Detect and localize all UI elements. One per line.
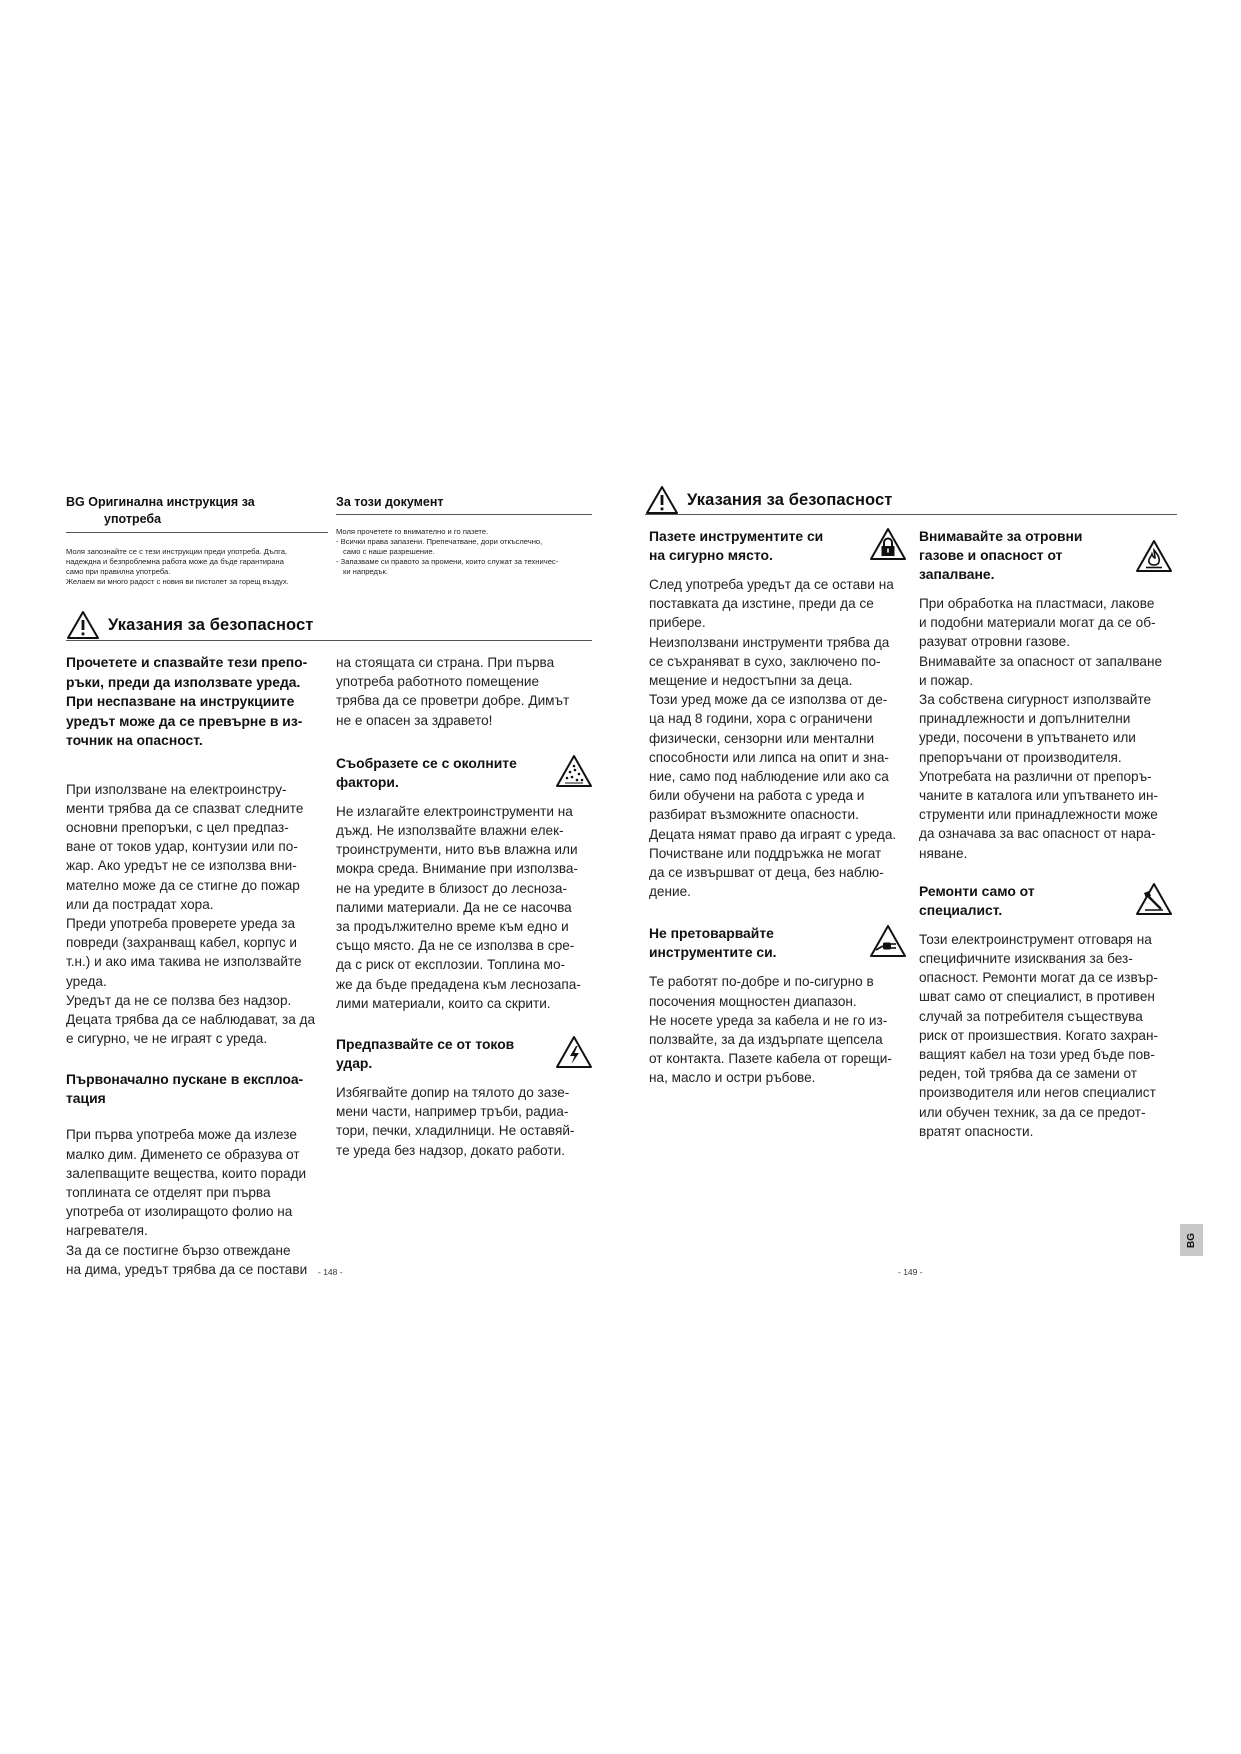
text-line: само при правилна употреба. bbox=[66, 567, 171, 576]
text-line: трябва да се проветри добре. Димът bbox=[336, 693, 570, 709]
left-column-2 bbox=[336, 653, 598, 1160]
first-use-title bbox=[66, 1070, 328, 1108]
text-line: от контакта. Пазете кабела от горещи- bbox=[649, 1051, 892, 1067]
text-line: мени части, например тръби, радиа- bbox=[336, 1104, 569, 1120]
page-number-right: - 149 - bbox=[898, 1267, 923, 1277]
text-line: Употребата на различни от препоръ- bbox=[919, 768, 1152, 784]
text-line: не е опасен за здравето! bbox=[336, 712, 493, 728]
text-line: Децата трябва да се наблюдават, за да bbox=[66, 1011, 316, 1027]
text-line: Съобразете се с околните bbox=[336, 754, 517, 771]
text-line: на стоящата си страна. При първа bbox=[336, 655, 555, 670]
text-line: употреба работното помещение bbox=[336, 674, 540, 690]
text-line: Този електроинструмент отговаря на bbox=[919, 931, 1152, 947]
text-line: тори, печки, хладилници. Не оставяй- bbox=[336, 1123, 575, 1139]
safety-title: Указания за безопасност bbox=[687, 490, 893, 509]
text-line: При неспазване на инструкциите bbox=[66, 693, 295, 709]
text-line: не на уредите в близост до лесноза- bbox=[336, 880, 568, 896]
text-line: да с риск от експлозии. Топлина мо- bbox=[336, 957, 566, 973]
overload-section bbox=[649, 924, 911, 1087]
text-line: производителя или негов специалист bbox=[919, 1085, 1156, 1101]
text-line: били обучени на работа с уреда и bbox=[649, 788, 865, 804]
text-line: Пазете инструментите си bbox=[649, 528, 824, 544]
shock-text bbox=[336, 1083, 598, 1160]
text-line: При първа употреба може да излезе bbox=[66, 1127, 297, 1143]
text-line: вратят опасности. bbox=[919, 1123, 1034, 1139]
divider bbox=[66, 532, 328, 533]
safety-heading-left bbox=[66, 610, 313, 640]
storage-section bbox=[649, 527, 911, 901]
intro-warning bbox=[66, 653, 328, 751]
text-line: Не излагайте електроинструменти на bbox=[336, 803, 573, 819]
text-line: случай за потребителя съществува bbox=[919, 1008, 1143, 1024]
text-line: Не претоварвайте bbox=[649, 925, 774, 942]
about-document-block bbox=[336, 494, 592, 577]
about-title: За този документ bbox=[336, 495, 444, 509]
text-line: надеждна и безпроблемна работа може да бъде гарантирана bbox=[66, 557, 284, 566]
language-tab bbox=[1180, 1224, 1203, 1256]
text-line: основни препоръки, с цел предпаз- bbox=[66, 819, 289, 835]
text-line: мателно може да се стигне до пожар bbox=[66, 877, 300, 893]
text-line: жар. Ако уредът не се използва вни- bbox=[66, 858, 297, 874]
fire-hazard-icon bbox=[1135, 539, 1173, 573]
text-line: инструментите си. bbox=[649, 944, 777, 961]
text-line: тация bbox=[66, 1090, 106, 1107]
text-line: газове и опасност от bbox=[919, 547, 1063, 563]
text-line: или обучен техник, за да се предот- bbox=[919, 1104, 1146, 1120]
environment-section bbox=[336, 754, 598, 1013]
text-line: Почистване или поддръжка не могат bbox=[649, 845, 882, 861]
text-line: Този уред може да се използва от де- bbox=[649, 692, 888, 708]
text-line: Внимавайте за отровни bbox=[919, 528, 1083, 544]
text-line: повреди (захранващ кабел, корпус и bbox=[66, 935, 298, 951]
text-line: също място. Да не се използва в сре- bbox=[336, 938, 575, 954]
divider bbox=[336, 514, 592, 515]
text-line: палими материали. Да не се насочва bbox=[336, 899, 572, 915]
right-column-1 bbox=[649, 527, 911, 1088]
instructions-title bbox=[66, 494, 328, 528]
text-line: менти трябва да се спазват следните bbox=[66, 800, 304, 816]
text-line: разбират възможните опасности. bbox=[649, 807, 859, 823]
text-line: принадлежности и допълнителни bbox=[919, 711, 1131, 727]
text-line: Прочетете и спазвайте тези препо- bbox=[66, 654, 308, 670]
text-line: мокра среда. Внимание при използва- bbox=[336, 861, 578, 877]
text-line: Ремонти само от bbox=[919, 882, 1035, 899]
text-line: Уредът да не се ползва без надзор. bbox=[66, 992, 292, 1008]
padlock-icon bbox=[869, 527, 907, 561]
text-line: чаните в каталога или упътването ин- bbox=[919, 788, 1158, 804]
text-line: дъжд. Не използвайте влажни елек- bbox=[336, 823, 564, 839]
right-column-2 bbox=[919, 527, 1181, 1141]
text-line: прибере. bbox=[649, 615, 706, 631]
text-line: да се извършват от деца, без наблю- bbox=[649, 865, 884, 881]
text-line: на, масло и остри ръбове. bbox=[649, 1070, 816, 1086]
text-line: Първоначално пускане в експлоа- bbox=[66, 1071, 304, 1088]
text-line: струменти или принадлежности може bbox=[919, 807, 1158, 823]
text-line: малко дим. Дименето се образува от bbox=[66, 1146, 300, 1162]
text-line: за продължително време към едно и bbox=[336, 919, 569, 935]
safety-divider-left bbox=[66, 640, 592, 641]
plug-warning-icon bbox=[869, 924, 907, 958]
text-line: употреба от изолиращото фолио на bbox=[66, 1204, 293, 1220]
text-line: ние, само под наблюдение или ако са bbox=[649, 769, 889, 785]
text-line: залепващите вещества, които поради bbox=[66, 1165, 307, 1181]
environment-text bbox=[336, 802, 598, 1013]
text-line: фактори. bbox=[336, 773, 399, 790]
storage-text bbox=[649, 575, 911, 901]
text-line: на сигурно място. bbox=[649, 547, 773, 563]
overload-text bbox=[649, 972, 911, 1087]
text-line: да означава за вас опасност от нара- bbox=[919, 826, 1156, 842]
safety-title: Указания за безопасност bbox=[108, 615, 314, 634]
text-line: посочения мощностен диапазон. bbox=[649, 993, 857, 1009]
warning-triangle-icon bbox=[66, 610, 100, 640]
text-line: и пожар. bbox=[919, 672, 974, 688]
text-line: При обработка на пластмаси, лакове bbox=[919, 596, 1155, 611]
instructions-title-line: BG Оригинална инструкция за bbox=[66, 495, 255, 509]
text-line: Децата нямат право да играят с уреда. bbox=[649, 826, 897, 842]
text-line: е сигурно, че не играят с уреда. bbox=[66, 1031, 268, 1047]
text-line: - Всички права запазени. Препечатване, дори откъслечно, bbox=[336, 537, 543, 546]
repairs-text bbox=[919, 930, 1181, 1141]
text-line: ръки, преди да използвате уреда. bbox=[66, 673, 301, 690]
text-line: мещение и недостъпни за деца. bbox=[649, 673, 853, 689]
text-line: ване от токов удар, контузии или по- bbox=[66, 839, 298, 855]
warning-triangle-icon bbox=[645, 485, 679, 515]
general-safety-text bbox=[66, 780, 328, 1049]
toxic-section bbox=[919, 527, 1181, 863]
text-line: ца над 8 години, хора с ограничени bbox=[649, 711, 873, 727]
safety-heading-right bbox=[645, 485, 892, 515]
text-line: уреда. bbox=[66, 973, 107, 989]
text-line: на дима, уредът трябва да се постави bbox=[66, 1261, 308, 1277]
instructions-text bbox=[66, 547, 328, 587]
text-line: След употреба уредът да се остави на bbox=[649, 577, 894, 592]
original-instructions-block bbox=[66, 494, 328, 587]
text-line: троинструменти, нито във влажна или bbox=[336, 842, 578, 858]
text-line: или да пострадат хора. bbox=[66, 896, 214, 912]
instructions-title-line: употреба bbox=[104, 512, 162, 526]
first-use-continued bbox=[336, 653, 598, 730]
text-line: препоръчани от производителя. bbox=[919, 749, 1122, 765]
text-line: За да се постигне бързо отвеждане bbox=[66, 1242, 291, 1258]
text-line: няване. bbox=[919, 845, 968, 861]
text-line: Преди употреба проверете уреда за bbox=[66, 915, 296, 931]
text-line: специалист. bbox=[919, 901, 1003, 918]
text-line: Внимавайте за опасност от запалване bbox=[919, 653, 1163, 669]
text-line: лими материали, които са скрити. bbox=[336, 995, 551, 1011]
rain-warning-icon bbox=[555, 754, 593, 788]
toxic-text bbox=[919, 594, 1181, 863]
text-line: риск от произшествия. Когато захран- bbox=[919, 1027, 1159, 1043]
text-line: поставката да изстине, преди да се bbox=[649, 596, 874, 612]
repairs-section bbox=[919, 882, 1181, 1141]
text-line: физически, сензорни или ментални bbox=[649, 730, 875, 746]
text-line: Избягвайте допир на тялото до зазе- bbox=[336, 1085, 570, 1101]
text-line: т.н.) и ако има такива не използвайте bbox=[66, 954, 302, 970]
text-line: само с наше разрешение. bbox=[343, 547, 435, 556]
text-line: Те работят по-добре и по-сигурно в bbox=[649, 974, 874, 990]
text-line: уреди, посочени в упътването или bbox=[919, 730, 1136, 746]
text-line: ки напредък. bbox=[343, 567, 388, 576]
text-line: нагревателя. bbox=[66, 1223, 148, 1239]
about-text bbox=[336, 527, 592, 577]
text-line: Предпазвайте се от токов bbox=[336, 1036, 515, 1053]
page-number-left: - 148 - bbox=[318, 1267, 343, 1277]
text-line: реден, той трябва да се замени от bbox=[919, 1066, 1138, 1082]
text-line: точник на опасност. bbox=[66, 732, 203, 748]
shock-section bbox=[336, 1035, 598, 1160]
text-line: топлината се отделят при първа bbox=[66, 1184, 271, 1200]
text-line: ползвайте, за да издърпате щепсела bbox=[649, 1032, 883, 1048]
text-line: Моля запознайте се с тези инструкции преди употреба. Дълга, bbox=[66, 547, 288, 556]
text-line: При използване на електроинстру- bbox=[66, 781, 287, 797]
text-line: разуват отровни газове. bbox=[919, 634, 1070, 650]
text-line: се съхраняват в сухо, заключено по- bbox=[649, 653, 881, 669]
text-line: шват само от специалист, в противен bbox=[919, 989, 1155, 1005]
language-tab-label: BG bbox=[1186, 1232, 1197, 1248]
text-line: способности или липса на опит и зна- bbox=[649, 749, 889, 765]
repair-tool-icon bbox=[1135, 882, 1173, 916]
safety-divider-right bbox=[645, 514, 1177, 515]
electric-shock-icon bbox=[555, 1035, 593, 1069]
text-line: специфичните изисквания за без- bbox=[919, 951, 1133, 967]
text-line: те уреда без надзор, докато работи. bbox=[336, 1142, 565, 1158]
text-line: За собствена сигурност използвайте bbox=[919, 692, 1152, 708]
text-line: Неизползвани инструменти трябва да bbox=[649, 634, 890, 650]
text-line: ващият кабел на този уред бъде пов- bbox=[919, 1047, 1155, 1063]
left-column-1 bbox=[66, 653, 328, 1279]
text-line: уредът може да се превърне в из- bbox=[66, 712, 303, 729]
text-line: запалване. bbox=[919, 566, 995, 582]
text-line: Моля прочетете го внимателно и го пазете. bbox=[336, 527, 489, 536]
text-line: и подобни материали могат да се об- bbox=[919, 615, 1156, 631]
text-line: удар. bbox=[336, 1055, 373, 1072]
text-line: Желаем ви много радост с новия ви пистолет за горещ въздух. bbox=[66, 577, 289, 586]
text-line: опасност. Ремонти могат да се извър- bbox=[919, 970, 1158, 986]
text-line: - Запазваме си правото за промени, които служат за техничес- bbox=[336, 557, 559, 566]
text-line: Не носете уреда за кабела и не го из- bbox=[649, 1012, 888, 1028]
text-line: дение. bbox=[649, 884, 691, 900]
text-line: же да бъде предадена към леснозапа- bbox=[336, 976, 581, 992]
first-use-text bbox=[66, 1125, 328, 1279]
